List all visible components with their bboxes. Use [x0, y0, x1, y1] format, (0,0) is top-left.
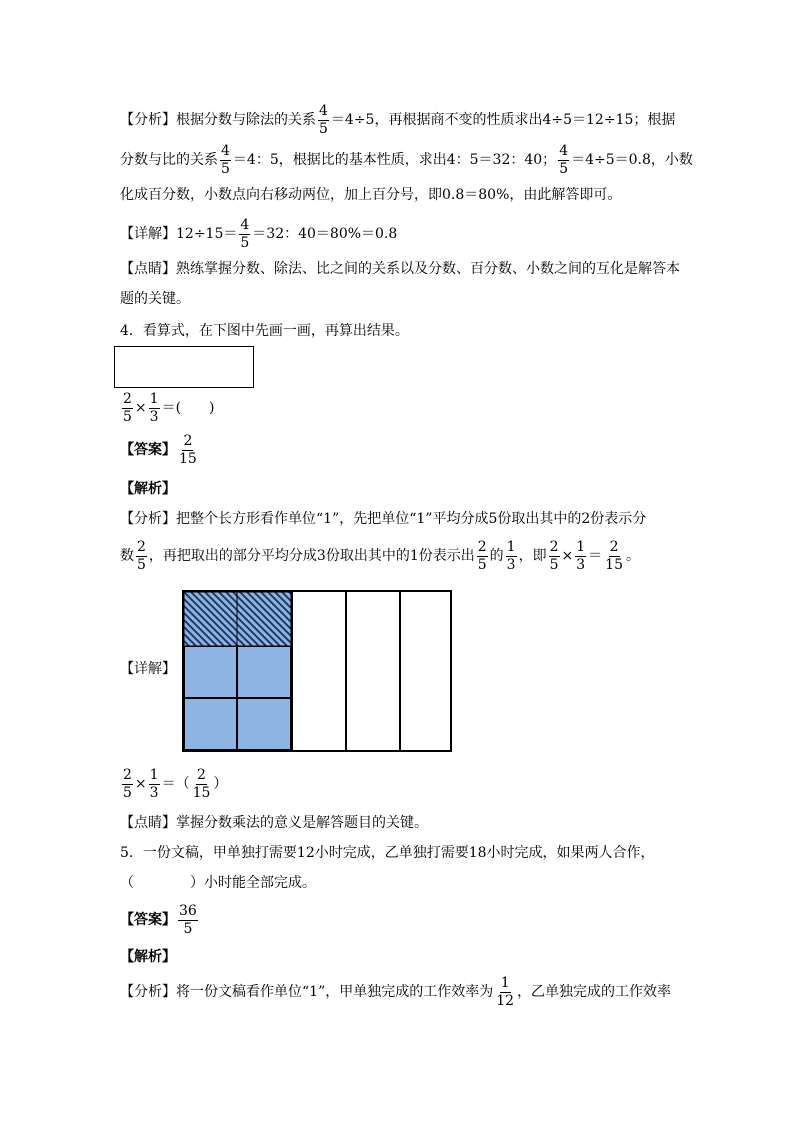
question-5-analysis: 【分析】将一份文稿看作单位“1”，甲单独完成的工作效率为 $\frac{1}{12}$ ，乙单独完成的工作效率 [120, 975, 672, 1009]
drawing-rectangle[interactable] [114, 346, 254, 388]
question-4-analysis-1: 【分析】把整个长方形看作单位“1”，先把单位“1”平均分成5份取出其中的2份表示分 [120, 511, 647, 527]
text: ＝4÷5＝0.8，小数 [571, 152, 693, 169]
times-sign: × [134, 400, 147, 417]
question-5-title: 5．一份文稿，甲单独打需要12小时完成，乙单独打需要18小时完成，如果两人合作， [120, 845, 655, 861]
fraction-2-5: $\frac{2}{5}$ [123, 391, 132, 425]
text: ＝4÷5，再根据商不变的性质求出4÷5＝12÷15；根据 [330, 112, 676, 129]
fraction-diagram [182, 590, 452, 752]
fraction-36-5: $\frac{36}{5}$ [179, 903, 197, 937]
point-line-2: 题的关键。 [120, 291, 190, 307]
blue-cell [237, 646, 291, 698]
question-4-analysis-2: 数 $\frac{2}{5}$ ，再把取出的部分平均分成3份取出其中的1份表示出 $\frac{2}{5}$ 的 $\frac{1}{3}$ ，即 $\frac{2}{5}$ × $\frac{1}{3}$ ＝ $\frac{2}{15}$ 。 [120, 539, 640, 573]
answer-tag: 【答案】 [120, 442, 176, 459]
text: 分数与比的关系 [120, 152, 218, 169]
fraction-4-5: $\frac{4}{5}$ [559, 143, 569, 177]
text: ＝4：5，根据比的基本性质，求出4：5＝32：40； [232, 152, 557, 169]
blank-column [345, 592, 399, 750]
question-4-point: 【点睛】掌握分数乘法的意义是解答题目的关键。 [120, 815, 428, 831]
fraction-2-5: $\frac{2}{5}$ [123, 767, 132, 801]
question-4-title: 4．看算式，在下图中先画一画，再算出结果。 [120, 323, 409, 339]
fraction-1-3: $\frac{1}{3}$ [149, 767, 159, 801]
text: 【详解】12÷15＝ [120, 226, 238, 243]
detail-line [120, 218, 397, 250]
question-4-jiexi: 【解析】 [120, 481, 176, 497]
blue-cell [184, 646, 237, 698]
answer-blank: ＝( ) [161, 400, 215, 417]
text: 【分析】根据分数与除法的关系 [120, 112, 316, 129]
fraction-2-15: $\frac{2}{15}$ [179, 433, 197, 467]
analysis-line-3: 化成百分数，小数点向右移动两位，加上百分号，即0.8＝80%，由此解答即可。 [120, 187, 622, 203]
fraction-2-15: $\frac{2}{15}$ [192, 767, 211, 801]
fraction-2-5: $\frac{2}{5}$ [137, 539, 146, 573]
fraction-4-5: $\frac{4}{5}$ [240, 217, 250, 251]
question-4-answer [120, 434, 200, 466]
analysis-line-1 [120, 104, 675, 136]
question-4-detail-equation: $\frac{2}{5}$ × $\frac{1}{3}$ ＝（ $\frac{2}{15}$ ） [123, 767, 228, 801]
text: ＝32：40＝80%＝0.8 [252, 226, 398, 243]
blue-cell [237, 698, 291, 750]
fraction-2-15: $\frac{2}{15}$ [605, 539, 623, 573]
question-5-blank: （ ）小时能全部完成。 [120, 875, 316, 891]
fraction-1-3: $\frac{1}{3}$ [149, 391, 159, 425]
fraction-2-5: $\frac{2}{5}$ [549, 539, 559, 573]
answer-tag: 【答案】 [120, 912, 176, 929]
fraction-1-3: $\frac{1}{3}$ [506, 539, 516, 573]
fraction-4-5: $\frac{4}{5}$ [221, 143, 230, 177]
fraction-1-3: $\frac{1}{3}$ [576, 539, 586, 573]
fraction-1-12: $\frac{1}{12}$ [496, 975, 515, 1009]
question-4-equation [120, 392, 215, 424]
blue-cell [184, 698, 237, 750]
hatched-cell-1 [184, 592, 291, 646]
fraction-2-5: $\frac{2}{5}$ [477, 539, 487, 573]
blank-column [399, 592, 450, 750]
analysis-line-2 [120, 144, 693, 176]
fraction-4-5: $\frac{4}{5}$ [319, 103, 328, 137]
question-5-jiexi: 【解析】 [120, 949, 176, 965]
question-4-detail-tag: 【详解】 [120, 661, 176, 677]
point-line-1: 【点睛】熟练掌握分数、除法、比之间的关系以及分数、百分数、小数之间的互化是解答本 [120, 261, 680, 277]
question-5-answer [120, 904, 200, 936]
blank-column [291, 592, 345, 750]
